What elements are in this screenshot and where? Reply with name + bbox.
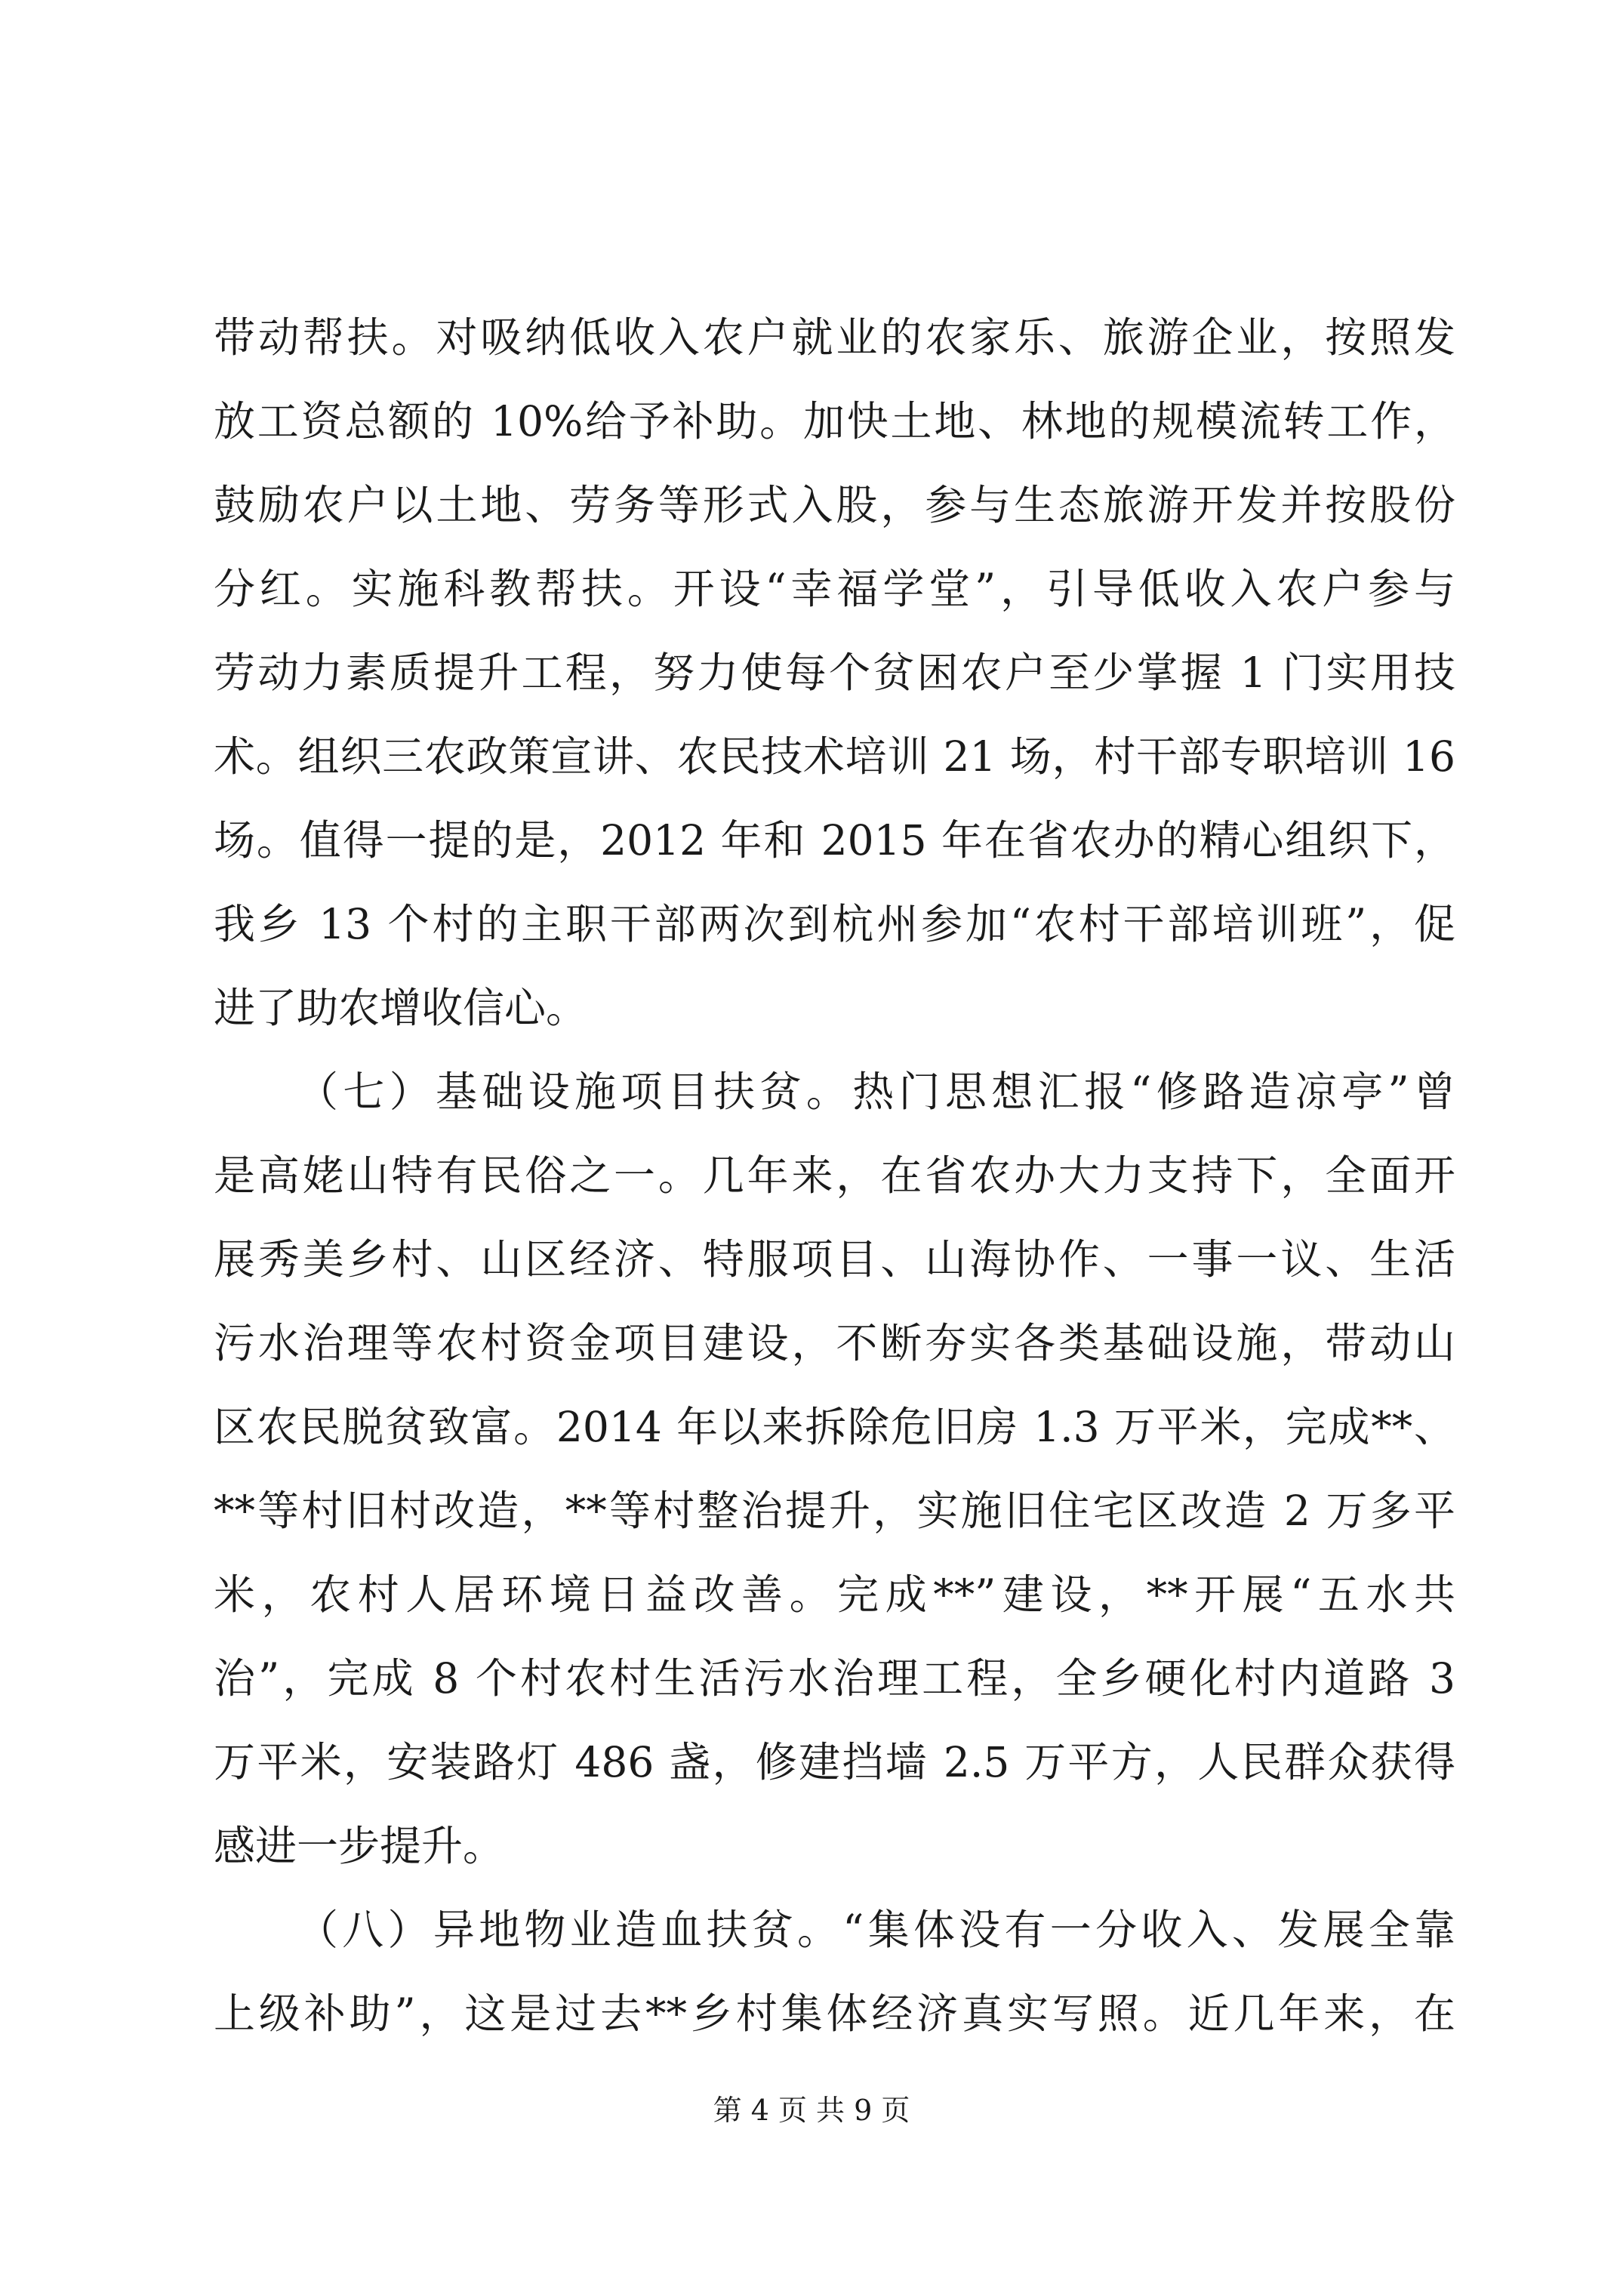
section-heading-line: （七）基础设施项目扶贫。热门思想汇报“修路造凉亭”曾 [297, 1068, 1455, 1116]
text-line: 区农民脱贫致富。2014 年以来拆除危旧房 1.3 万平米，完成**、 [214, 1403, 1455, 1451]
text-line: 带动帮扶。对吸纳低收入农户就业的农家乐、旅游企业，按照发 [214, 313, 1455, 362]
text-line: 展秀美乡村、山区经济、特服项目、山海协作、一事一议、生活 [214, 1235, 1455, 1284]
text-line: **等村旧村改造，**等村整治提升，实施旧住宅区改造 2 万多平 [214, 1487, 1455, 1535]
text-line: 放工资总额的 10%给予补助。加快土地、林地的规模流转工作， [214, 397, 1455, 445]
text-line: 是高姥山特有民俗之一。几年来，在省农办大力支持下，全面开 [214, 1151, 1455, 1200]
text-line: 分红。实施科教帮扶。开设“幸福学堂”，引导低收入农户参与 [214, 565, 1455, 613]
text-line: 劳动力素质提升工程，努力使每个贫困农户至少掌握 1 门实用技 [214, 649, 1455, 697]
page-number-label: 第 4 页 共 9 页 [713, 2094, 910, 2127]
text-line: 上级补助”，这是过去**乡村集体经济真实写照。近几年来，在 [214, 1989, 1455, 2038]
text-line: 污水治理等农村资金项目建设，不断夯实各类基础设施，带动山 [214, 1319, 1455, 1367]
section-heading-line: （八）异地物业造血扶贫。“集体没有一分收入、发展全靠 [297, 1906, 1455, 1954]
text-line: 场。值得一提的是，2012 年和 2015 年在省农办的精心组织下， [214, 816, 1455, 864]
text-line: 感进一步提升。 [214, 1822, 505, 1870]
text-line: 万平米，安装路灯 486 盏，修建挡墙 2.5 万平方，人民群众获得 [214, 1738, 1455, 1786]
text-line: 术。组织三农政策宣讲、农民技术培训 21 场，村干部专职培训 16 [214, 732, 1455, 781]
text-line: 治”，完成 8 个村农村生活污水治理工程，全乡硬化村内道路 3 [214, 1654, 1455, 1703]
body-text [214, 296, 1455, 2056]
text-line: 我乡 13 个村的主职干部两次到杭州参加“农村干部培训班”，促 [214, 900, 1455, 948]
text-line: 进了助农增收信心。 [214, 984, 588, 1032]
text-line: 鼓励农户以土地、劳务等形式入股，参与生态旅游开发并按股份 [214, 481, 1455, 529]
page-footer [0, 2091, 1623, 2129]
text-line: 米，农村人居环境日益改善。完成**”建设，**开展“五水共 [214, 1570, 1455, 1619]
